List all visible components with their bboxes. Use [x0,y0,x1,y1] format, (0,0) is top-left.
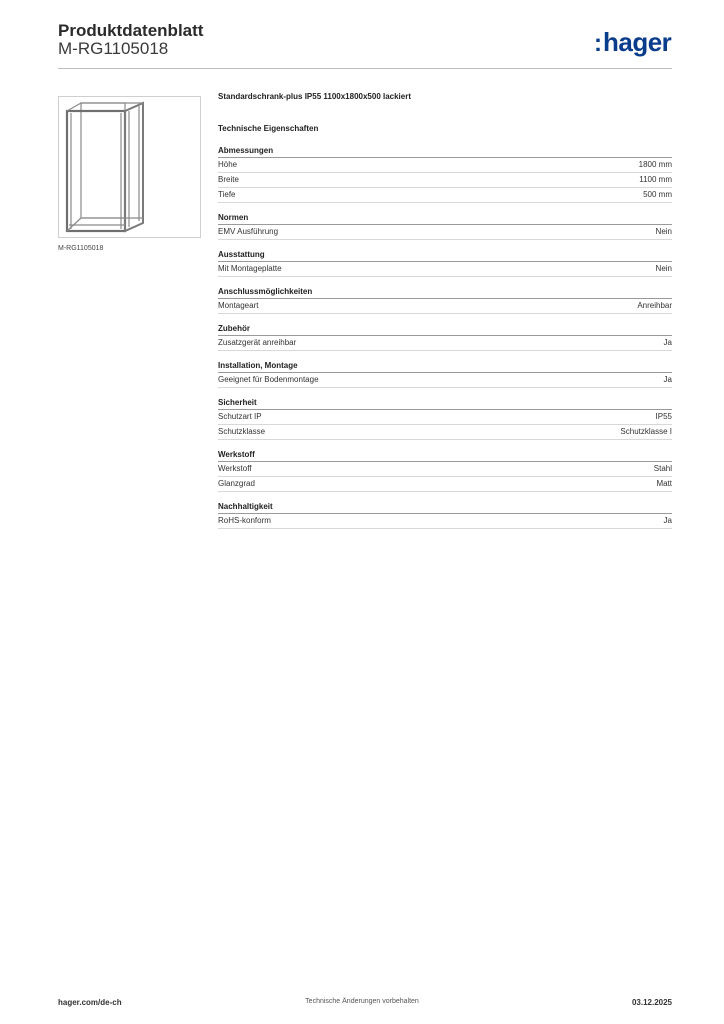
section-title: Nachhaltigkeit [218,501,672,514]
spec-value: Nein [655,264,672,273]
spec-label: Glanzgrad [218,479,255,488]
spec-row [218,477,672,492]
section-title: Ausstattung [218,249,672,262]
spec-value: 1800 mm [638,160,672,169]
spec-label: EMV Ausführung [218,227,279,236]
spec-value: 500 mm [643,190,672,199]
spec-row [218,514,672,529]
spec-label: Schutzklasse [218,427,266,436]
product-title: Standardschrank-plus IP55 1100x1800x500 lackiert [218,92,412,101]
spec-row [218,173,672,188]
spec-value: Nein [655,227,672,236]
spec-label: Geeignet für Bodenmontage [218,375,319,384]
spec-value: IP55 [655,412,672,421]
section-zubehoer [218,323,672,351]
product-image-frame [58,96,201,238]
spec-label: Schutzart IP [218,412,262,421]
section-anschlussmoeglichkeiten [218,286,672,314]
spec-row [218,299,672,314]
spec-label: Zusatzgerät anreihbar [218,338,297,347]
cabinet-frame-icon [59,97,200,237]
spec-row [218,188,672,203]
logo-colon-mark: : [594,30,602,57]
section-title: Installation, Montage [218,360,672,373]
spec-value: Schutzklasse I [620,427,672,436]
section-nachhaltigkeit [218,501,672,529]
spec-row [218,262,672,277]
spec-label: RoHS-konform [218,516,271,525]
section-title: Zubehör [218,323,672,336]
spec-label: Montageart [218,301,259,310]
logo-text: hager [603,27,672,57]
spec-label: Mit Montageplatte [218,264,282,273]
spec-row [218,462,672,477]
spec-content [218,90,672,529]
spec-value: Anreihbar [637,301,672,310]
spec-row [218,158,672,173]
footer-notice: Technische Änderungen vorbehalten [305,998,419,1005]
document-title: Produktdatenblatt [58,21,204,40]
article-number: M-RG1105018 [58,39,169,58]
section-abmessungen [218,145,672,203]
spec-value: Ja [663,338,672,347]
spec-label: Breite [218,175,239,184]
section-title: Abmessungen [218,145,672,158]
spec-row [218,225,672,240]
footer-website-link[interactable]: hager.com/de-ch [58,998,122,1007]
spec-value: Matt [656,479,672,488]
section-title: Werkstoff [218,449,672,462]
tech-properties-heading: Technische Eigenschaften [218,124,319,133]
section-werkstoff [218,449,672,492]
spec-row [218,425,672,440]
spec-value: Stahl [653,464,672,473]
spec-label: Tiefe [218,190,236,199]
spec-row [218,410,672,425]
section-normen [218,212,672,240]
section-title: Normen [218,212,672,225]
image-caption: M-RG1105018 [58,245,104,252]
footer-date: 03.12.2025 [631,998,672,1007]
section-title: Anschlussmöglichkeiten [218,286,672,299]
section-installation [218,360,672,388]
spec-row [218,373,672,388]
header-divider [58,68,672,69]
section-ausstattung [218,249,672,277]
spec-value: Ja [663,375,672,384]
spec-value: Ja [663,516,672,525]
spec-row [218,336,672,351]
spec-value: 1100 mm [639,175,672,184]
section-sicherheit [218,397,672,440]
spec-label: Höhe [218,160,238,169]
hager-logo [594,27,671,58]
section-title: Sicherheit [218,397,672,410]
spec-label: Werkstoff [218,464,252,473]
